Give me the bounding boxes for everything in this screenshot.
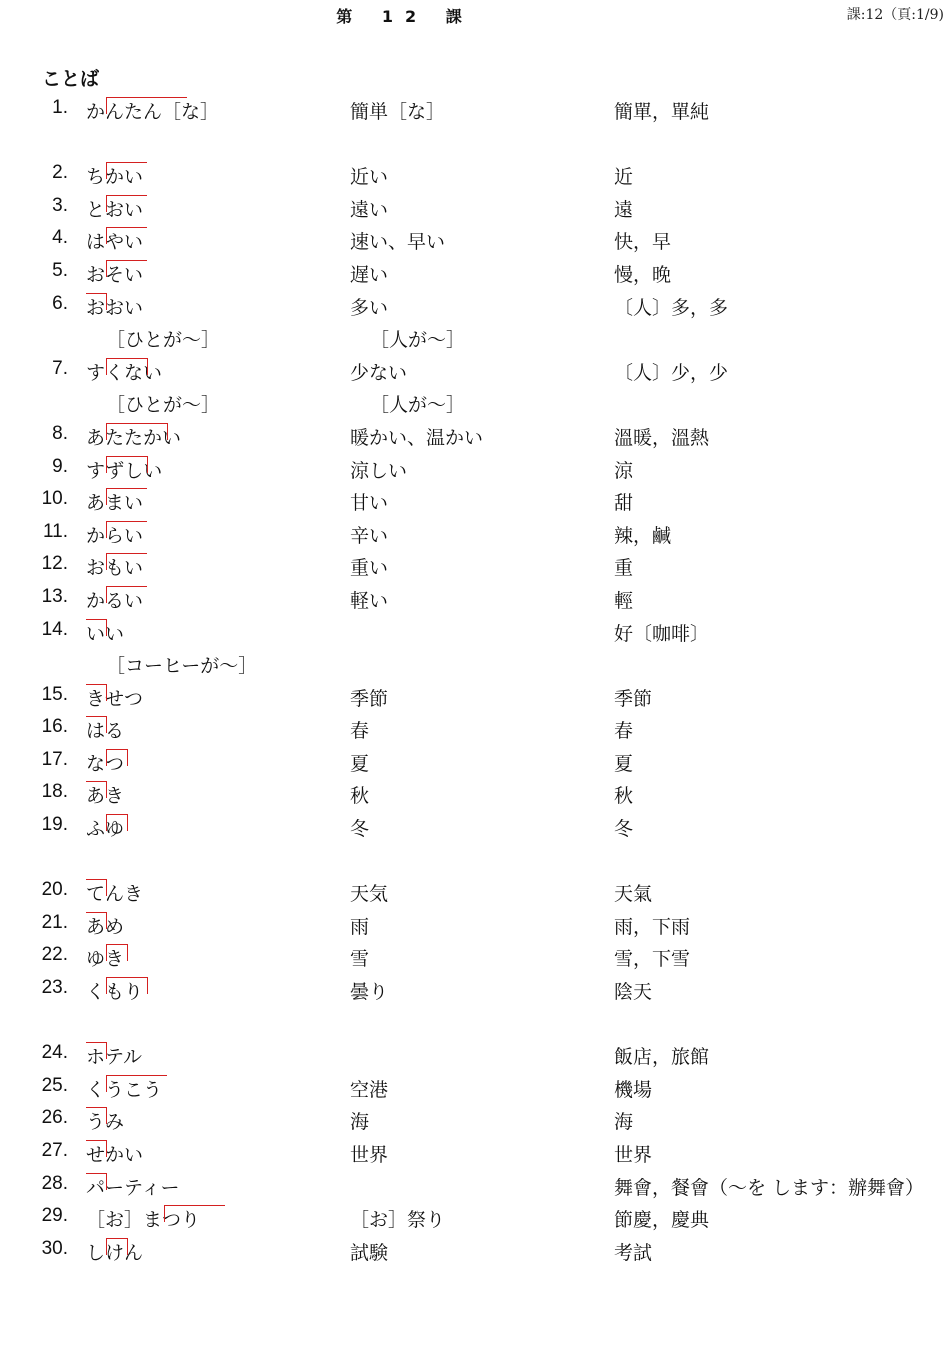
chinese-meaning: 慢，晚: [614, 263, 672, 286]
item-number: 29.: [41, 1205, 68, 1227]
vocab-row: [0, 223, 950, 256]
vocabulary-list: [0, 93, 950, 1266]
pitch-accent-mark: [86, 619, 107, 636]
chinese-meaning: 世界: [614, 1144, 653, 1166]
kanji-form: 冬: [350, 818, 370, 841]
kanji-form: 遅い: [350, 263, 389, 286]
vocab-row: [0, 354, 950, 387]
item-number: 10.: [41, 488, 68, 510]
kana-subnote: ［ひとが～］: [106, 394, 221, 417]
kanji-form: 秋: [350, 785, 370, 808]
item-number: 1.: [52, 97, 68, 118]
kanji-form: 海: [350, 1111, 370, 1134]
spacer-row: [0, 1006, 950, 1039]
kana-reading: ちかい: [86, 166, 144, 189]
chinese-meaning: 溫暖，溫熱: [614, 426, 710, 449]
chinese-meaning: 冬: [614, 818, 634, 841]
item-number: 27.: [41, 1140, 68, 1161]
vocab-row: [0, 93, 950, 126]
kana-reading: きせつ: [86, 687, 144, 710]
kanji-form: 簡単［な］: [350, 101, 446, 123]
item-number: 30.: [41, 1237, 68, 1259]
item-number: 18.: [41, 781, 68, 803]
item-number: 5.: [52, 259, 68, 281]
kanji-form: 少ない: [350, 361, 408, 384]
spacer-row: [0, 843, 950, 876]
kanji-form: 天気: [350, 883, 389, 906]
kana-subnote: ［コーヒーが～］: [106, 655, 258, 678]
kana-reading: ホテル: [86, 1046, 143, 1069]
pitch-accent-mark: [86, 1042, 107, 1059]
chinese-meaning: 海: [614, 1111, 634, 1134]
pitch-accent-mark: [106, 227, 147, 244]
chinese-meaning: 考試: [614, 1241, 653, 1264]
item-number: 2.: [52, 162, 68, 184]
item-number: 14.: [41, 618, 68, 640]
kana-reading: せかい: [86, 1144, 144, 1166]
pitch-accent-mark: [86, 781, 107, 798]
kana-reading: すずしい: [86, 459, 163, 482]
kana-reading: あまい: [86, 492, 144, 515]
kanji-form: 空港: [350, 1078, 389, 1101]
chinese-meaning: 〔人〕少，少: [614, 361, 729, 384]
chinese-meaning: 輕: [614, 589, 634, 612]
item-number: 13.: [41, 585, 68, 607]
kanji-form: 多い: [350, 296, 389, 319]
vocab-subrow: [0, 321, 950, 354]
vocab-row: [0, 1234, 950, 1267]
vocab-row: [0, 875, 950, 908]
kana-reading: あき: [86, 785, 125, 808]
page-indicator: 課:12（頁:1/9): [846, 7, 944, 23]
vocab-row: [0, 484, 950, 517]
item-number: 21.: [41, 911, 68, 933]
vocab-row: [0, 419, 950, 452]
kana-reading: いい: [86, 622, 125, 645]
item-number: 28.: [41, 1172, 68, 1194]
chinese-meaning: 重: [614, 557, 634, 580]
chinese-meaning: 雪，下雪: [614, 948, 691, 971]
vocab-row: [0, 582, 950, 615]
pitch-accent-mark: [86, 912, 107, 929]
pitch-accent-mark: [106, 553, 147, 570]
item-number: 4.: [52, 227, 68, 249]
pitch-accent-mark: [106, 977, 148, 994]
kanji-form: 春: [350, 720, 370, 743]
kana-reading: からい: [86, 524, 144, 547]
vocab-row: [0, 940, 950, 973]
kanji-form: 暖かい、温かい: [350, 426, 484, 449]
pitch-accent-mark: [106, 586, 147, 603]
chinese-meaning: 秋: [614, 785, 634, 808]
kana-reading: ゆき: [86, 948, 125, 971]
vocab-row: [0, 615, 950, 648]
kanji-form: 涼しい: [350, 459, 408, 482]
kana-reading: くもり: [86, 981, 144, 1004]
item-number: 11.: [42, 520, 68, 542]
pitch-accent-mark: [106, 358, 148, 375]
chinese-meaning: 陰天: [614, 981, 653, 1004]
vocab-row: [0, 810, 950, 843]
chinese-meaning: 夏: [614, 752, 634, 775]
kana-reading: はやい: [86, 231, 144, 254]
kanji-form: 試験: [350, 1241, 389, 1264]
item-number: 16.: [41, 716, 68, 738]
kanji-form: 重い: [350, 557, 389, 580]
vocab-row: [0, 191, 950, 224]
kanji-form: 曇り: [350, 981, 389, 1004]
chinese-meaning: 季節: [614, 687, 653, 710]
kana-reading: うみ: [86, 1111, 125, 1134]
kana-reading: くうこう: [86, 1078, 163, 1101]
kana-reading: あたたかい: [86, 426, 182, 449]
lesson-title: 第 12 課: [336, 7, 474, 26]
kana-reading: とおい: [86, 198, 144, 221]
chinese-meaning: 好〔咖啡〕: [614, 622, 710, 645]
item-number: 24.: [41, 1042, 68, 1064]
item-number: 6.: [52, 292, 68, 314]
kana-reading: パーティー: [86, 1176, 180, 1199]
kanji-form: 速い、早い: [350, 231, 446, 254]
item-number: 25.: [41, 1074, 68, 1096]
pitch-accent-mark: [164, 1205, 225, 1222]
vocab-row: [0, 777, 950, 810]
chinese-meaning: 快，早: [614, 231, 672, 254]
pitch-accent-mark: [86, 1173, 107, 1190]
kana-reading: おそい: [86, 263, 144, 286]
pitch-accent-mark: [106, 521, 147, 538]
chinese-meaning: 節慶，慶典: [614, 1209, 710, 1232]
item-number: 9.: [52, 455, 68, 477]
chinese-meaning: 機場: [614, 1078, 653, 1101]
pitch-accent-mark: [106, 1238, 128, 1255]
kanji-form: 季節: [350, 687, 389, 710]
pitch-accent-mark: [86, 684, 107, 701]
vocab-row: [0, 517, 950, 550]
pitch-accent-mark: [86, 879, 107, 896]
spacer-row: [0, 126, 950, 159]
kanji-form: 辛い: [350, 524, 389, 547]
pitch-accent-mark: [106, 260, 147, 277]
item-number: 22.: [41, 944, 68, 966]
kana-reading: てんき: [86, 883, 144, 906]
pitch-accent-mark: [106, 162, 147, 179]
kanji-form: 近い: [350, 166, 389, 189]
vocab-row: [0, 256, 950, 289]
pitch-accent-mark: [86, 1140, 107, 1157]
kana-reading: すくない: [86, 361, 163, 384]
kanji-form: 世界: [350, 1144, 389, 1166]
vocab-row: [0, 745, 950, 778]
kanji-form: 雪: [350, 948, 370, 971]
pitch-accent-mark: [106, 814, 128, 831]
pitch-accent-mark: [106, 944, 128, 961]
kana-reading: しけん: [86, 1241, 144, 1264]
chinese-meaning: 甜: [614, 492, 634, 515]
item-number: 20.: [41, 879, 68, 901]
kanji-form: 甘い: [350, 492, 389, 515]
vocab-row: [0, 1169, 950, 1202]
kana-reading: かんたん［な］: [86, 101, 220, 123]
kana-reading: はる: [86, 720, 125, 743]
chinese-meaning: 舞會，餐會（～を します：辦舞會）: [614, 1176, 925, 1199]
vocab-row: [0, 452, 950, 485]
pitch-accent-mark: [106, 1075, 167, 1092]
chinese-meaning: 近: [614, 166, 634, 189]
vocab-row: [0, 549, 950, 582]
vocab-row: [0, 680, 950, 713]
kana-reading: おおい: [86, 296, 144, 319]
pitch-accent-mark: [106, 488, 147, 505]
chinese-meaning: 辣，鹹: [614, 524, 672, 547]
pitch-accent-mark: [86, 293, 107, 310]
vocab-row: [0, 712, 950, 745]
pitch-accent-mark: [86, 1107, 107, 1124]
kanji-subnote: ［人が～］: [370, 329, 466, 352]
item-number: 26.: [41, 1107, 68, 1129]
vocab-subrow: [0, 647, 950, 680]
vocab-row: [0, 1201, 950, 1234]
pitch-accent-mark: [106, 423, 168, 440]
vocab-row: [0, 1038, 950, 1071]
kana-reading: なつ: [86, 752, 125, 775]
item-number: 3.: [52, 194, 68, 216]
kana-reading: ［お］まつり: [86, 1209, 201, 1232]
chinese-meaning: 涼: [614, 459, 634, 482]
item-number: 7.: [52, 357, 68, 379]
chinese-meaning: 天氣: [614, 883, 653, 906]
kana-reading: かるい: [86, 589, 144, 612]
pitch-accent-mark: [106, 456, 148, 473]
kana-reading: ふゆ: [86, 818, 125, 841]
vocab-subrow: [0, 386, 950, 419]
chinese-meaning: 〔人〕多，多: [614, 296, 729, 319]
vocab-row: [0, 289, 950, 322]
item-number: 19.: [41, 814, 68, 836]
chinese-meaning: 遠: [614, 198, 634, 221]
vocab-row: [0, 1071, 950, 1104]
pitch-accent-mark: [106, 749, 128, 766]
vocab-row: [0, 908, 950, 941]
pitch-accent-mark: [106, 97, 187, 114]
kanji-form: 雨: [350, 915, 370, 938]
item-number: 23.: [41, 977, 68, 999]
pitch-accent-mark: [106, 195, 147, 212]
kana-subnote: ［ひとが～］: [106, 329, 221, 352]
kanji-form: ［お］祭り: [350, 1209, 446, 1232]
chinese-meaning: 簡單，單純: [614, 101, 710, 123]
item-number: 8.: [52, 422, 68, 444]
kana-reading: おもい: [86, 557, 144, 580]
chinese-meaning: 春: [614, 720, 634, 743]
kanji-form: 遠い: [350, 198, 389, 221]
vocab-row: [0, 973, 950, 1006]
item-number: 17.: [41, 748, 68, 770]
section-heading: ことば: [42, 68, 100, 90]
pitch-accent-mark: [86, 716, 107, 733]
vocab-row: [0, 158, 950, 191]
item-number: 12.: [41, 553, 68, 575]
kanji-form: 軽い: [350, 589, 389, 612]
chinese-meaning: 雨，下雨: [614, 915, 691, 938]
item-number: 15.: [41, 683, 68, 705]
kana-reading: あめ: [86, 915, 125, 938]
kanji-subnote: ［人が～］: [370, 394, 466, 417]
vocab-row: [0, 1103, 950, 1136]
vocab-row: [0, 1136, 950, 1169]
chinese-meaning: 飯店，旅館: [614, 1046, 710, 1069]
kanji-form: 夏: [350, 752, 370, 775]
